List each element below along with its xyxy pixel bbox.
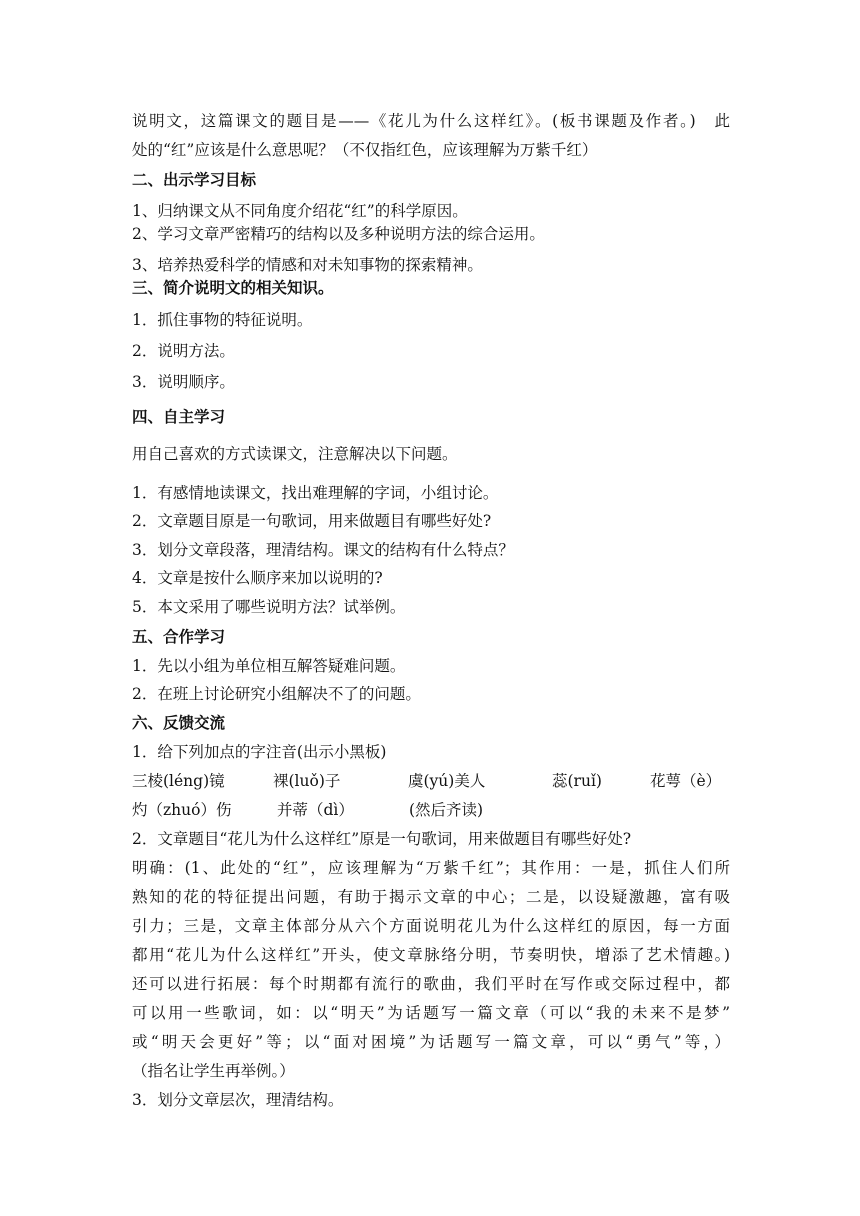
- question-item-4: 4．文章是按什么顺序来加以说明的?: [132, 569, 383, 587]
- extension-line-1: 还可以进行拓展：每个时期都有流行的歌曲，我们平时在写作或交际过程中，都: [132, 975, 730, 993]
- section-heading-feedback: 六、反馈交流: [132, 714, 226, 732]
- question-item-1: 1．有感情地读课文，找出难理解的字词，小组讨论。: [132, 484, 499, 502]
- cooperation-item-2: 2．在班上讨论研究小组解决不了的问题。: [132, 685, 421, 703]
- knowledge-item-1: 1．抓住事物的特征说明。: [132, 311, 313, 329]
- answer-line-4: 都用“花儿为什么这样红”开头，使文章脉络分明，节奏明快，增添了艺术情趣。): [132, 946, 730, 964]
- self-study-intro: 用自己喜欢的方式读课文，注意解决以下问题。: [132, 445, 458, 463]
- extension-line-2: 可以用一些歌词，如：以“明天”为话题写一篇文章（可以“我的未来不是梦”: [132, 1004, 730, 1022]
- answer-line-1: 明确：(1、此处的“红”，应该理解为“万紫千红”；其作用：一是，抓住人们所: [132, 859, 730, 877]
- extension-line-4: （指名让学生再举例。）: [132, 1062, 295, 1080]
- answer-line-3: 引力；三是，文章主体部分从六个方面说明花儿为什么这样红的原因，每一方面: [132, 917, 730, 935]
- pinyin-word: 虞(yú)美人: [408, 772, 486, 790]
- pinyin-word: 灼（zhuó）伤: [132, 801, 232, 819]
- feedback-item-1: 1．给下列加点的字注音(出示小黑板): [132, 743, 387, 761]
- knowledge-item-3: 3．说明顺序。: [132, 373, 235, 391]
- question-item-2: 2．文章题目原是一句歌词，用来做题目有哪些好处?: [132, 512, 492, 530]
- pinyin-word: 三棱(léng)镜: [132, 772, 225, 790]
- pinyin-word: 并蒂（dì）: [277, 801, 354, 819]
- answer-line-2: 熟知的花的特征提出问题，有助于揭示文章的中心；二是，以设疑激趣，富有吸: [132, 888, 730, 906]
- pinyin-note: (然后齐读): [409, 801, 484, 819]
- intro-line-2: 处的“红”应该是什么意思呢？（不仅指红色，应该理解为万紫千红）: [132, 141, 598, 159]
- pinyin-word: 裸(luǒ)子: [273, 772, 341, 790]
- knowledge-item-2: 2．说明方法。: [132, 342, 235, 360]
- cooperation-item-1: 1．先以小组为单位相互解答疑难问题。: [132, 657, 406, 675]
- feedback-item-2: 2．文章题目“花儿为什么这样红”原是一句歌词，用来做题目有哪些好处?: [132, 830, 632, 848]
- section-heading-goals: 二、出示学习目标: [132, 171, 257, 189]
- intro-line-1: 说明文，这篇课文的题目是——《花儿为什么这样红》。(板书课题及作者。) 此: [132, 112, 730, 130]
- pinyin-word: 蕊(ruǐ): [552, 772, 602, 790]
- goal-item-2: 2、学习文章严密精巧的结构以及多种说明方法的综合运用。: [132, 225, 545, 243]
- goal-item-1: 1、归纳课文从不同角度介绍花“红”的科学原因。: [132, 202, 468, 220]
- section-heading-cooperation: 五、合作学习: [132, 628, 226, 646]
- pinyin-word: 花萼（è）: [650, 772, 722, 790]
- feedback-item-3: 3．划分文章层次，理清结构。: [132, 1091, 344, 1109]
- section-heading-self-study: 四、自主学习: [132, 408, 226, 426]
- question-item-3: 3．划分文章段落，理清结构。课文的结构有什么特点？: [132, 541, 514, 559]
- goal-item-3: 3、培养热爱科学的情感和对未知事物的探索精神。: [132, 256, 483, 274]
- extension-line-3: 或“明天会更好”等；以“面对困境”为话题写一篇文章，可以“勇气”等，）: [132, 1033, 730, 1051]
- question-item-5: 5．本文采用了哪些说明方法？试举例。: [132, 598, 406, 616]
- section-heading-knowledge: 三、简介说明文的相关知识。: [132, 279, 334, 297]
